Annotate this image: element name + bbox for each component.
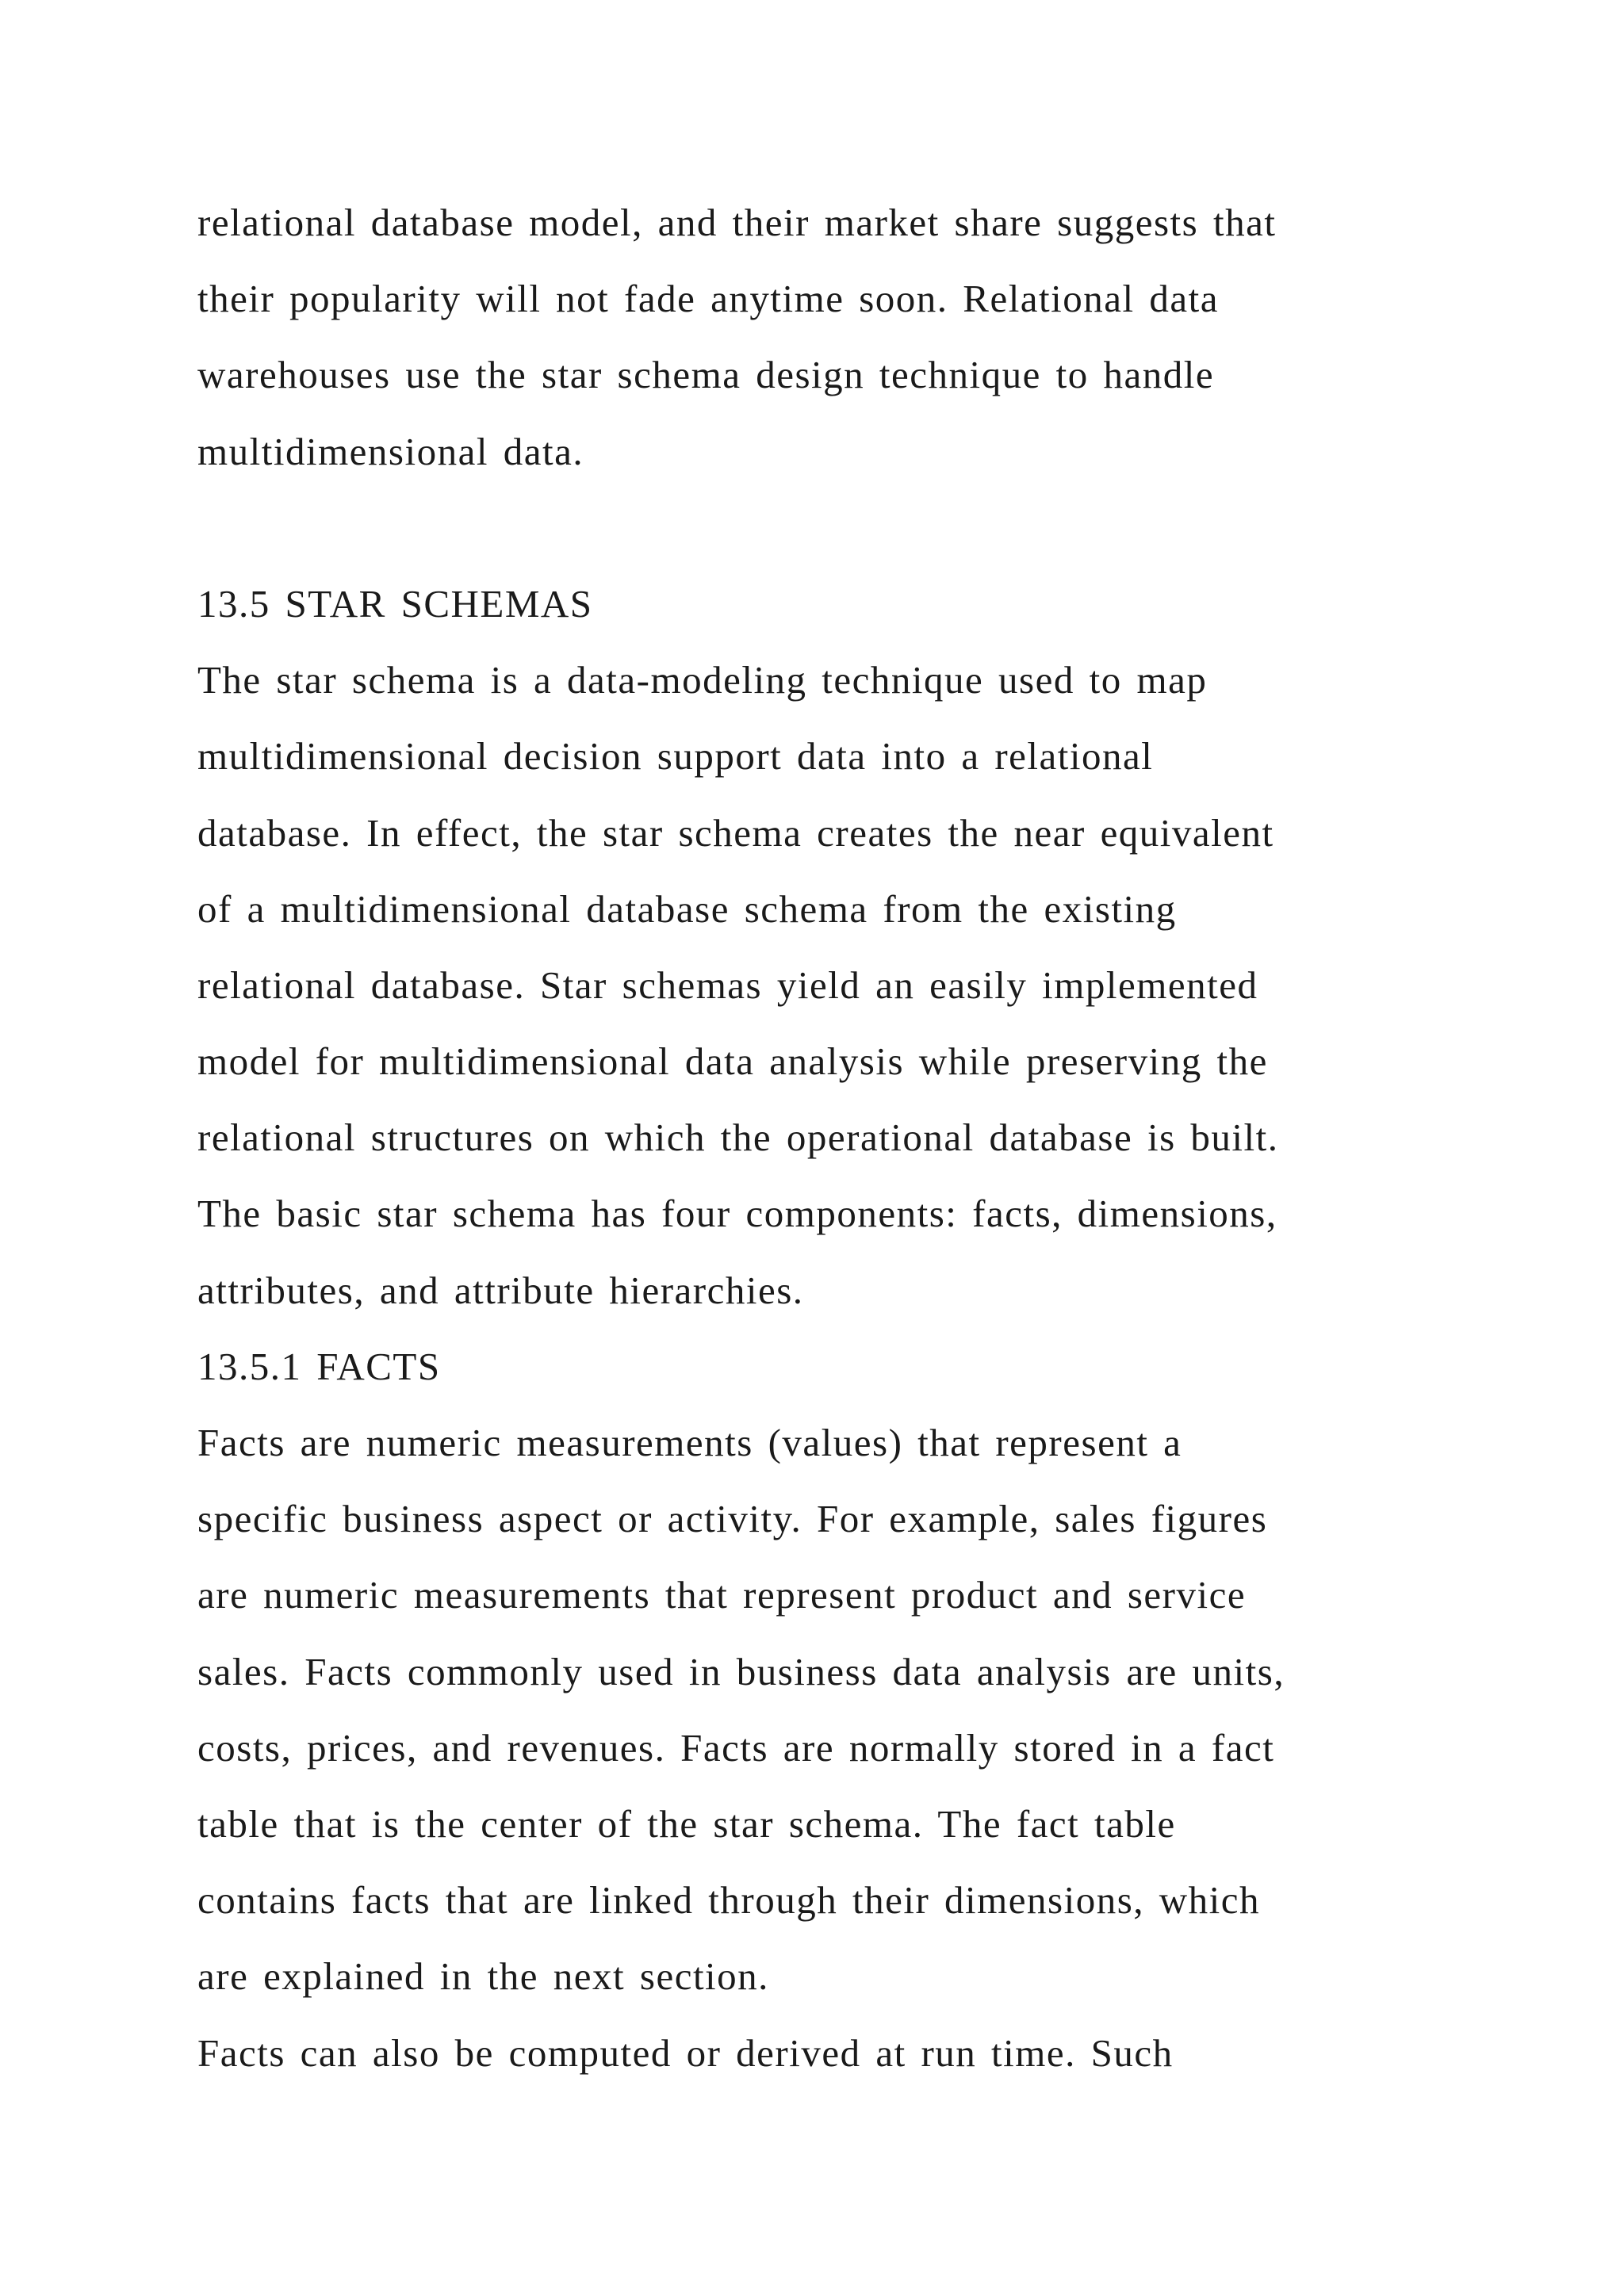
- paragraph-line: table that is the center of the star schema. The fact table: [197, 1801, 1176, 1846]
- paragraph-line: relational database model, and their market share suggests that: [197, 201, 1277, 244]
- paragraph-line: warehouses use the star schema design technique to handle: [197, 353, 1215, 397]
- paragraph-line: Facts can also be computed or derived at run time. Such: [197, 2030, 1174, 2075]
- subsection-heading: 13.5.1 FACTS: [197, 1344, 441, 1388]
- paragraph-line: of a multidimensional database schema from the existing: [197, 886, 1177, 931]
- paragraph-line: attributes, and attribute hierarchies.: [197, 1268, 804, 1312]
- paragraph-line: are numeric measurements that represent product and service: [197, 1573, 1247, 1617]
- paragraph-line: costs, prices, and revenues. Facts are normally stored in a fact: [197, 1725, 1275, 1770]
- paragraph-line: Facts are numeric measurements (values) that represent a: [197, 1421, 1182, 1464]
- paragraph-line: model for multidimensional data analysis while preserving the: [197, 1039, 1268, 1084]
- paragraph-line: contains facts that are linked through their dimensions, which: [197, 1878, 1261, 1923]
- paragraph-line: sales. Facts commonly used in business data analysis are units,: [197, 1649, 1285, 1693]
- paragraph-line: specific business aspect or activity. For example, sales figures: [197, 1497, 1268, 1541]
- section-heading: 13.5 STAR SCHEMAS: [197, 581, 593, 626]
- blank-line: [197, 500, 1434, 576]
- paragraph-line: The star schema is a data-modeling technique used to map: [197, 658, 1208, 702]
- paragraph-line: multidimensional data.: [197, 429, 584, 473]
- body-text: [197, 195, 1434, 2102]
- paragraph-line: are explained in the next section.: [197, 1954, 769, 1999]
- paragraph-line: database. In effect, the star schema creates the near equivalent: [197, 810, 1274, 855]
- paragraph-line: relational structures on which the operational database is built.: [197, 1115, 1279, 1160]
- paragraph-line: The basic star schema has four components: facts, dimensions,: [197, 1192, 1277, 1236]
- paragraph-line: their popularity will not fade anytime soon. Relational data: [197, 277, 1220, 321]
- paragraph-line: multidimensional decision support data into a relational: [197, 734, 1154, 779]
- paragraph-line: relational database. Star schemas yield an easily implemented: [197, 962, 1258, 1007]
